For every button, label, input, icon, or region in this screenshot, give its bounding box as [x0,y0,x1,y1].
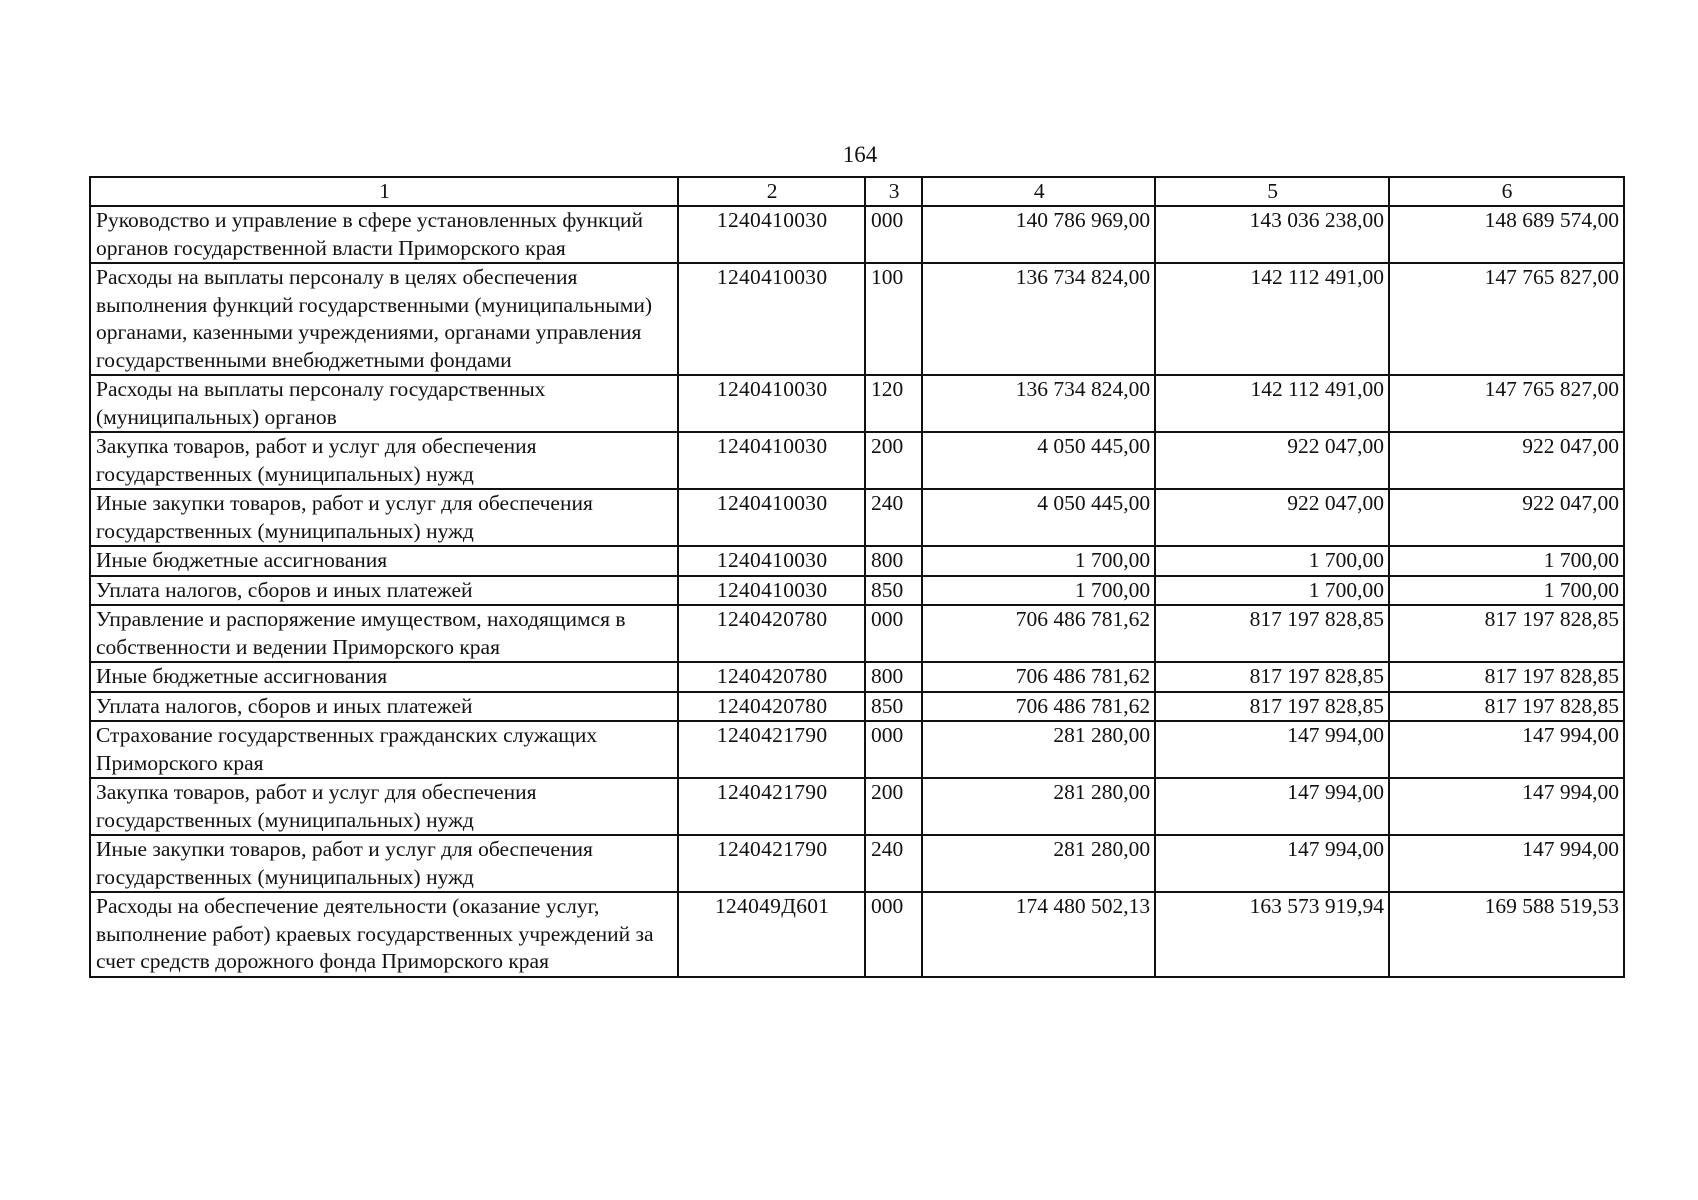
row-description: Управление и распоряжение имуществом, находящимся в собственности и ведении Приморского края [90,605,678,662]
row-amount-col5: 817 197 828,85 [1155,692,1389,722]
row-amount-col6: 147 994,00 [1389,778,1624,835]
row-expense-type: 200 [865,432,922,489]
page-number: 164 [842,142,878,167]
table-row [90,662,1624,692]
row-description: Уплата налогов, сборов и иных платежей [90,576,678,606]
row-amount-col5: 147 994,00 [1155,721,1389,778]
row-amount-col5: 817 197 828,85 [1155,662,1389,692]
row-expense-type: 800 [865,546,922,576]
row-description: Расходы на выплаты персоналу государственных (муниципальных) органов [90,375,678,432]
row-amount-col6: 147 994,00 [1389,721,1624,778]
row-amount-col5: 142 112 491,00 [1155,263,1389,375]
row-amount-col5: 143 036 238,00 [1155,206,1389,263]
row-amount-col5: 922 047,00 [1155,489,1389,546]
row-expense-type: 800 [865,662,922,692]
column-header-5: 5 [1155,177,1389,206]
row-amount-col5: 1 700,00 [1155,576,1389,606]
row-target-code: 1240410030 [678,546,865,576]
row-amount-col4: 281 280,00 [922,835,1155,892]
row-amount-col4: 706 486 781,62 [922,605,1155,662]
row-target-code: 1240410030 [678,206,865,263]
row-target-code: 124049Д601 [678,892,865,977]
row-amount-col6: 147 765 827,00 [1389,375,1624,432]
row-target-code: 1240421790 [678,835,865,892]
column-header-3: 3 [865,177,922,206]
table-row [90,778,1624,835]
row-expense-type: 000 [865,206,922,263]
table-body [90,206,1624,977]
row-target-code: 1240421790 [678,778,865,835]
table-row [90,375,1624,432]
row-amount-col6: 148 689 574,00 [1389,206,1624,263]
table-row [90,605,1624,662]
row-target-code: 1240410030 [678,432,865,489]
row-description: Иные закупки товаров, работ и услуг для обеспечения государственных (муниципальных) нужд [90,489,678,546]
row-expense-type: 850 [865,692,922,722]
row-amount-col4: 136 734 824,00 [922,375,1155,432]
row-target-code: 1240420780 [678,692,865,722]
row-amount-col6: 922 047,00 [1389,432,1624,489]
row-amount-col4: 281 280,00 [922,721,1155,778]
row-amount-col5: 163 573 919,94 [1155,892,1389,977]
row-description: Иные бюджетные ассигнования [90,662,678,692]
row-amount-col5: 922 047,00 [1155,432,1389,489]
row-target-code: 1240410030 [678,576,865,606]
row-target-code: 1240410030 [678,375,865,432]
row-amount-col5: 817 197 828,85 [1155,605,1389,662]
table-row [90,721,1624,778]
row-expense-type: 100 [865,263,922,375]
row-target-code: 1240420780 [678,662,865,692]
row-expense-type: 240 [865,835,922,892]
row-description: Иные бюджетные ассигнования [90,546,678,576]
row-amount-col5: 1 700,00 [1155,546,1389,576]
table-row [90,263,1624,375]
row-description: Закупка товаров, работ и услуг для обеспечения государственных (муниципальных) нужд [90,778,678,835]
row-description: Уплата налогов, сборов и иных платежей [90,692,678,722]
table-row [90,206,1624,263]
table-row [90,835,1624,892]
table-row [90,892,1624,977]
row-description: Руководство и управление в сфере установленных функций органов государственной власти Приморского края [90,206,678,263]
row-amount-col4: 706 486 781,62 [922,692,1155,722]
row-amount-col6: 817 197 828,85 [1389,662,1624,692]
row-amount-col4: 281 280,00 [922,778,1155,835]
row-expense-type: 000 [865,892,922,977]
column-header-2: 2 [678,177,865,206]
row-description: Иные закупки товаров, работ и услуг для обеспечения государственных (муниципальных) нужд [90,835,678,892]
row-amount-col6: 1 700,00 [1389,576,1624,606]
row-expense-type: 850 [865,576,922,606]
row-amount-col4: 4 050 445,00 [922,432,1155,489]
budget-table [89,176,1625,978]
row-target-code: 1240410030 [678,489,865,546]
table-row [90,546,1624,576]
row-amount-col6: 147 994,00 [1389,835,1624,892]
header-row [90,177,1624,206]
table-row [90,489,1624,546]
row-target-code: 1240421790 [678,721,865,778]
column-header-4: 4 [922,177,1155,206]
row-description: Расходы на обеспечение деятельности (оказание услуг, выполнение работ) краевых государственных учреждений за счет средств дорожного фонда Приморского края [90,892,678,977]
row-amount-col5: 147 994,00 [1155,778,1389,835]
row-amount-col4: 174 480 502,13 [922,892,1155,977]
row-expense-type: 240 [865,489,922,546]
table-row [90,692,1624,722]
column-header-6: 6 [1389,177,1624,206]
row-expense-type: 000 [865,605,922,662]
row-expense-type: 120 [865,375,922,432]
row-amount-col6: 147 765 827,00 [1389,263,1624,375]
row-amount-col5: 142 112 491,00 [1155,375,1389,432]
row-amount-col4: 706 486 781,62 [922,662,1155,692]
column-header-1: 1 [90,177,678,206]
row-amount-col4: 140 786 969,00 [922,206,1155,263]
row-expense-type: 000 [865,721,922,778]
row-target-code: 1240410030 [678,263,865,375]
row-amount-col4: 136 734 824,00 [922,263,1155,375]
row-amount-col6: 169 588 519,53 [1389,892,1624,977]
row-description: Закупка товаров, работ и услуг для обеспечения государственных (муниципальных) нужд [90,432,678,489]
table-row [90,576,1624,606]
row-amount-col6: 922 047,00 [1389,489,1624,546]
table-row [90,432,1624,489]
row-description: Страхование государственных гражданских служащих Приморского края [90,721,678,778]
row-amount-col6: 1 700,00 [1389,546,1624,576]
row-amount-col4: 4 050 445,00 [922,489,1155,546]
row-amount-col6: 817 197 828,85 [1389,692,1624,722]
row-amount-col4: 1 700,00 [922,576,1155,606]
row-amount-col6: 817 197 828,85 [1389,605,1624,662]
row-expense-type: 200 [865,778,922,835]
row-amount-col4: 1 700,00 [922,546,1155,576]
row-description: Расходы на выплаты персоналу в целях обеспечения выполнения функций государственными (муниципальными) органами, казенными учреждениями, органами управления государственными внебюджетными фондами [90,263,678,375]
row-amount-col5: 147 994,00 [1155,835,1389,892]
row-target-code: 1240420780 [678,605,865,662]
table-header [90,177,1624,206]
